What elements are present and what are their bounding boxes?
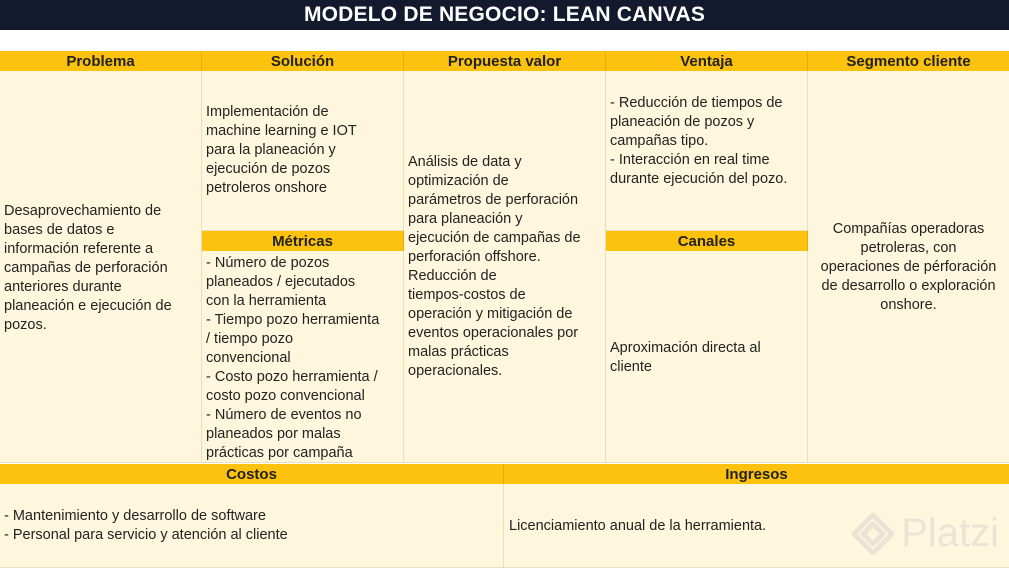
header-ventaja: Ventaja: [606, 51, 808, 71]
header-ingresos: Ingresos: [504, 464, 1009, 484]
propuesta-text: Análisis de data y optimización de parámetros de perforación para planeación y ejecución de campañas de perforación offshore. Reducción de tiempos-costos de operación y mitigación de eventos operacionales por malas prácticas operacionales.: [408, 154, 581, 379]
header-canales: Canales: [606, 231, 808, 251]
header-problema: Problema: [0, 51, 202, 71]
solucion-text: Implementación de machine learning e IOT para la planeación y ejecución de pozos petroleros onshore: [206, 104, 357, 196]
segmento-text: Compañías operadoras petroleras, con operaciones de pérforación de desarrollo o exploración onshore.: [820, 221, 997, 313]
metricas-text: - Número de pozos planeados / ejecutados con la herramienta - Tiempo pozo herramienta / tiempo pozo convencional - Costo pozo herramienta / costo pozo convencional - Número de eventos no planeados por malas prácticas por campaña: [206, 255, 380, 461]
header-costos: Costos: [0, 464, 504, 484]
page-title: MODELO DE NEGOCIO: LEAN CANVAS: [0, 0, 1009, 30]
platzi-logo-icon: [851, 512, 895, 556]
header-metricas: Métricas: [202, 231, 404, 251]
ingresos-text: Licenciamiento anual de la herramienta.: [509, 518, 767, 534]
problema-text: Desaprovechamiento de bases de datos e información referente a campañas de perforación anteriores durante planeación e ejecución de pozos.: [4, 203, 172, 333]
watermark-text: Platzi: [901, 511, 999, 555]
costos-text: - Mantenimiento y desarrollo de software - Personal para servicio y atención al cliente: [4, 508, 288, 543]
header-segmento: Segmento cliente: [808, 51, 1009, 71]
header-solucion: Solución: [202, 51, 404, 71]
ventaja-text: - Reducción de tiempos de planeación de pozos y campañas tipo. - Interacción en real time durante ejecución del pozo.: [610, 95, 788, 187]
platzi-watermark: [851, 511, 999, 556]
header-propuesta: Propuesta valor: [404, 51, 606, 71]
canales-text: Aproximación directa al cliente: [610, 340, 761, 375]
